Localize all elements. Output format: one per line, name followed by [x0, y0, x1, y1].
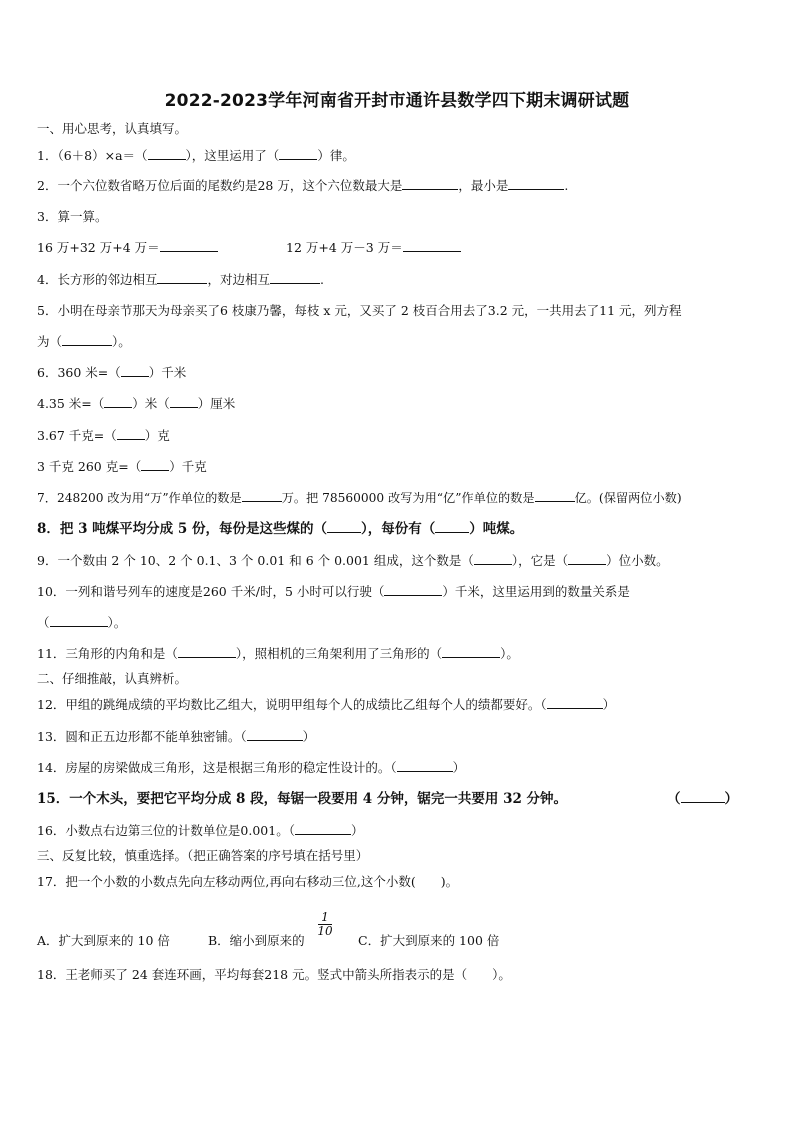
q9-text-a: 9．一个数由 2 个 10、2 个 0.1、3 个 0.01 和 6 个 0.001 组成，这个数是（ — [37, 553, 474, 568]
answer-blank[interactable] — [435, 521, 469, 533]
q6-text: ）厘米 — [197, 396, 236, 411]
page-title: 2022-2023学年河南省开封市通许县数学四下期末调研试题 — [164, 91, 630, 111]
q10-text-a: 10．一列和谐号列车的速度是260 千米/时，5 小时可以行驶（ — [37, 584, 385, 599]
question-10-line-1 — [37, 584, 630, 600]
fraction-denominator: 10 — [317, 924, 333, 938]
question-6-line-3 — [37, 428, 170, 444]
q4-text-c: . — [319, 272, 324, 287]
answer-blank[interactable] — [547, 697, 603, 709]
question-14 — [37, 760, 465, 776]
answer-blank[interactable] — [402, 178, 458, 190]
q12-text-a: 12．甲组的跳绳成绩的平均数比乙组大，说明甲组每个人的成绩比乙组每个人的绩都要好。（ — [37, 697, 547, 712]
answer-blank[interactable] — [121, 365, 149, 377]
question-6-line-4 — [37, 459, 207, 475]
answer-blank[interactable] — [442, 646, 500, 658]
question-12 — [37, 697, 615, 713]
question-17: 17．把一个小数的小数点先向左移动两位,再向右移动三位,这个小数( )。 — [37, 874, 459, 889]
q10-text-d: ）。 — [107, 615, 127, 630]
q7-text-c: 亿。(保留两位小数) — [574, 491, 682, 505]
q3-expr-2-text: 12 万+4 万－3 万＝ — [286, 240, 403, 255]
fraction-numerator: 1 — [321, 910, 329, 924]
question-7 — [37, 490, 682, 506]
question-9 — [37, 553, 669, 569]
answer-blank[interactable] — [279, 148, 317, 160]
q6-text: ）米（ — [132, 396, 170, 411]
q1-text-c: ）律。 — [317, 148, 355, 163]
answer-blank[interactable] — [384, 584, 442, 596]
q8-text-b: ），每份有（ — [360, 521, 436, 537]
answer-blank[interactable] — [247, 729, 303, 741]
q8-text-a: 8．把 3 吨煤平均分成 5 份，每份是这些煤的（ — [37, 521, 327, 537]
q7-text-a: 7．248200 改为用“万”作单位的数是 — [37, 491, 242, 505]
answer-blank[interactable] — [397, 760, 453, 772]
q8-text-c: ）吨煤。 — [469, 521, 524, 537]
answer-blank[interactable] — [242, 490, 282, 502]
answer-blank[interactable] — [141, 459, 169, 471]
q1-text-a: 1．（6＋8）×a＝（ — [37, 148, 148, 163]
question-15-answer — [667, 791, 738, 807]
q3-expr-1-text: 16 万+32 万+4 万＝ — [37, 240, 160, 255]
q9-text-b: ），它是（ — [511, 553, 569, 568]
q14-text-b: ） — [452, 760, 466, 775]
q4-text-b: ，对边相互 — [207, 272, 270, 287]
q14-text-a: 14．房屋的房梁做成三角形，这是根据三角形的稳定性设计的。（ — [37, 760, 397, 775]
section-heading-3: 三、反复比较，慎重选择。（把正确答案的序号填在括号里） — [37, 848, 369, 863]
q6-text: ）千克 — [169, 459, 207, 474]
q6-text: 6．360 米=（ — [37, 365, 121, 380]
section-heading-2: 二、仔细推敲，认真辨析。 — [37, 671, 188, 686]
q10-text-b: ）千米，这里运用到的数量关系是 — [442, 584, 630, 599]
q11-text-b: ），照相机的三角架利用了三角形的（ — [235, 646, 443, 661]
question-3: 3．算一算。 — [37, 209, 108, 224]
q2-text-a: 2．一个六位数省略万位后面的尾数约是28 万，这个六位数最大是 — [37, 178, 403, 193]
answer-blank[interactable] — [117, 428, 145, 440]
q12-text-b: ） — [602, 697, 616, 712]
answer-blank[interactable] — [148, 148, 186, 160]
answer-blank[interactable] — [681, 791, 725, 803]
q6-text: 3 千克 260 克=（ — [37, 459, 142, 474]
q2-text-b: ，最小是 — [458, 178, 509, 193]
q6-text: ）千米 — [148, 365, 187, 380]
section-heading-1: 一、用心思考，认真填写。 — [37, 121, 188, 136]
q7-text-b: 万。把 78560000 改写为用“亿”作单位的数是 — [281, 491, 535, 505]
question-18: 18．王老师买了 24 套连环画，平均每套218 元。竖式中箭头所指表示的是（ ）。 — [37, 967, 511, 982]
answer-blank[interactable] — [403, 240, 461, 252]
fraction-one-tenth — [316, 911, 334, 938]
q6-text: 3.67 千克=（ — [37, 428, 117, 443]
question-6-line-2 — [37, 396, 235, 412]
answer-blank[interactable] — [568, 553, 606, 565]
question-5-line-2 — [37, 334, 131, 350]
q16-text-a: 16．小数点右边第三位的计数单位是0.001。（ — [37, 823, 295, 838]
q2-text-c: . — [564, 178, 569, 193]
q16-text-b: ） — [350, 823, 364, 838]
answer-blank[interactable] — [535, 490, 575, 502]
answer-blank[interactable] — [270, 272, 320, 284]
question-5-line-1: 5．小明在母亲节那天为母亲买了6 枝康乃馨，每枝 x 元，又买了 2 枝百合用去了3.2 元，一共用去了11 元，列方程 — [37, 303, 682, 318]
question-2 — [37, 178, 568, 194]
question-16 — [37, 823, 363, 839]
answer-blank[interactable] — [508, 178, 564, 190]
question-15 — [37, 791, 567, 807]
answer-blank[interactable] — [157, 272, 207, 284]
answer-blank[interactable] — [50, 615, 108, 627]
answer-blank[interactable] — [62, 334, 112, 346]
q5-text-a: 为（ — [37, 334, 63, 349]
answer-blank[interactable] — [178, 646, 236, 658]
q13-text-b: ） — [302, 729, 316, 744]
question-8 — [37, 521, 523, 537]
q13-text-a: 13．圆和正五边形都不能单独密铺。（ — [37, 729, 247, 744]
q5-text-b: ）。 — [112, 334, 131, 349]
q6-text: ）克 — [144, 428, 170, 443]
q10-text-c: （ — [37, 615, 50, 630]
q11-text-a: 11．三角形的内角和是（ — [37, 646, 178, 661]
q15-text-b: （ — [667, 791, 681, 807]
question-17-option-a[interactable]: A．扩大到原来的 10 倍 — [37, 933, 170, 948]
answer-blank[interactable] — [160, 240, 218, 252]
question-3-expr-2 — [286, 240, 461, 256]
question-13 — [37, 729, 315, 745]
q9-text-c: ）位小数。 — [606, 553, 669, 568]
question-11 — [37, 646, 519, 662]
answer-blank[interactable] — [104, 396, 132, 408]
answer-blank[interactable] — [327, 521, 361, 533]
question-4 — [37, 272, 324, 288]
q6-text: 4.35 米=（ — [37, 396, 105, 411]
q15-text-a: 15．一个木头，要把它平均分成 8 段，每锯一段要用 4 分钟，锯完一共要用 32 分钟。 — [37, 791, 568, 807]
q4-text-a: 4．长方形的邻边相互 — [37, 272, 158, 287]
q15-text-c: ） — [724, 791, 738, 807]
question-10-line-2 — [37, 615, 126, 631]
q1-text-b: ），这里运用了（ — [185, 148, 280, 163]
question-3-expr-1 — [37, 240, 218, 256]
question-17-option-c[interactable]: C．扩大到原来的 100 倍 — [358, 933, 500, 948]
question-6-line-1 — [37, 365, 186, 381]
q11-text-c: ）。 — [500, 646, 519, 661]
question-17-option-b[interactable]: B．缩小到原来的 — [208, 933, 305, 948]
question-1 — [37, 148, 355, 164]
answer-blank[interactable] — [474, 553, 512, 565]
answer-blank[interactable] — [295, 823, 351, 835]
answer-blank[interactable] — [170, 396, 198, 408]
